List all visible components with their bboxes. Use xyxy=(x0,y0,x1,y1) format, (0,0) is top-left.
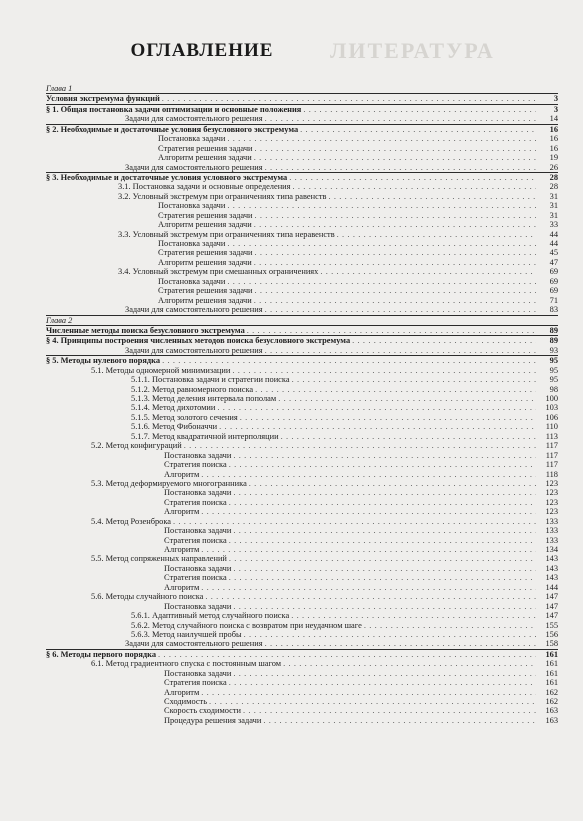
toc-entry xyxy=(46,305,558,314)
toc-entry-title: Алгоритм решения задачи xyxy=(158,257,252,267)
dot-leader xyxy=(293,182,536,191)
toc-entry xyxy=(46,659,558,668)
toc-entry-page: 123 xyxy=(545,488,558,498)
toc-entry-page: 31 xyxy=(549,201,558,211)
toc-entry-title: Задачи для самостоятельного решения xyxy=(125,162,263,172)
dot-leader xyxy=(265,639,536,648)
toc-entry-title: 5.1. Методы одномерной минимизации xyxy=(91,365,231,375)
toc-entry-title: 5.6.3. Метод наилучшей пробы xyxy=(131,629,242,639)
toc-entry-page: 69 xyxy=(549,276,558,286)
toc-entry-title: Алгоритм решения задачи xyxy=(158,295,252,305)
dot-leader xyxy=(291,611,536,620)
toc-entry-page: 162 xyxy=(545,697,558,706)
toc-entry-page: 16 xyxy=(549,134,558,144)
toc-entry-title: Стратегия решения задачи xyxy=(158,286,253,296)
toc-entry xyxy=(46,650,558,659)
toc-entry-title: § 5. Методы нулевого порядка xyxy=(46,356,161,366)
dot-leader xyxy=(255,144,536,153)
toc-entry-page: 95 xyxy=(549,375,558,385)
toc-entry-page: 93 xyxy=(549,345,558,355)
dot-leader xyxy=(227,239,536,248)
toc-entry-title: Глава 2 xyxy=(46,315,73,325)
toc-entry-title: Постановка задачи xyxy=(164,450,232,460)
toc-entry-title: 5.1.5. Метод золотого сечения xyxy=(131,412,238,422)
toc-entry-page: 19 xyxy=(549,153,558,163)
toc-entry-page: 163 xyxy=(545,715,558,725)
toc-entry xyxy=(46,611,558,620)
toc-entry-title: § 3. Необходимые и достаточные условия условного экстремума xyxy=(46,172,288,182)
toc-entry-page: 44 xyxy=(549,239,558,248)
dot-leader xyxy=(364,621,536,630)
toc-entry-page: 110 xyxy=(545,422,558,432)
toc-entry xyxy=(46,336,558,345)
toc-entry-page: 16 xyxy=(549,143,558,153)
dot-leader xyxy=(265,114,536,123)
toc-entry xyxy=(46,498,558,507)
dot-leader xyxy=(254,220,536,229)
toc-entry xyxy=(46,678,558,687)
page-title: ОГЛАВЛЕНИЕ xyxy=(130,40,274,61)
toc-entry xyxy=(46,94,558,103)
toc-entry-page: 117 xyxy=(545,460,558,470)
toc-entry-title: 3.4. Условный экстремум при смешанных ограничениях xyxy=(118,267,319,277)
toc-entry xyxy=(46,716,558,725)
toc-entry xyxy=(46,592,558,601)
toc-entry-title: § 1. Общая постановка задачи оптимизации и основные положения xyxy=(46,104,302,114)
dot-leader xyxy=(352,336,536,345)
dot-leader xyxy=(229,460,536,469)
toc-entry-page: 123 xyxy=(545,478,558,488)
dot-leader xyxy=(201,507,536,516)
toc-entry xyxy=(46,432,558,441)
toc-entry-page: 162 xyxy=(545,687,558,697)
toc-entry-page: 95 xyxy=(549,356,558,366)
toc-entry xyxy=(46,125,558,134)
toc-entry-page: 134 xyxy=(545,545,558,554)
toc-entry-title: Стратегия решения задачи xyxy=(158,248,253,258)
toc-entry xyxy=(46,669,558,678)
toc-entry-title: Задачи для самостоятельного решения xyxy=(125,639,263,649)
toc-entry xyxy=(46,488,558,497)
toc-entry-page: 45 xyxy=(549,248,558,258)
toc-entry xyxy=(46,114,558,123)
toc-entry-title: Алгоритм xyxy=(164,469,200,479)
toc-entry xyxy=(46,697,558,706)
toc-entry xyxy=(46,394,558,403)
toc-entry-title: § 2. Необходимые и достаточные условия безусловного экстремума xyxy=(46,124,299,134)
toc-entry xyxy=(46,441,558,450)
toc-entry-title: Алгоритм xyxy=(164,687,200,697)
toc-entry-page: 123 xyxy=(545,507,558,517)
toc-entry xyxy=(46,545,558,554)
toc-entry xyxy=(46,630,558,639)
dot-leader xyxy=(254,296,536,305)
toc-entry xyxy=(46,277,558,286)
toc-entry-title: Скорость сходимости xyxy=(164,706,242,716)
toc-entry xyxy=(46,688,558,697)
toc-entry xyxy=(46,153,558,162)
dot-leader xyxy=(201,470,536,479)
toc-entry-page: 3 xyxy=(553,104,558,114)
dot-leader xyxy=(255,211,536,220)
chapter-label xyxy=(46,84,558,93)
toc-entry-page: 44 xyxy=(549,229,558,239)
toc-entry xyxy=(46,517,558,526)
toc-entry-page: 3 xyxy=(553,94,558,104)
dot-leader xyxy=(265,346,536,355)
dot-leader xyxy=(232,366,536,375)
dot-leader xyxy=(328,192,536,201)
toc-entry-title: Постановка задачи xyxy=(164,563,232,573)
dot-leader xyxy=(337,230,536,239)
toc-entry xyxy=(46,366,558,375)
dot-leader xyxy=(233,488,536,497)
toc-entry-page: 155 xyxy=(545,620,558,630)
toc-entry-page: 33 xyxy=(549,220,558,230)
toc-entry xyxy=(46,239,558,248)
toc-entry-title: Алгоритм xyxy=(164,507,200,517)
toc-entry xyxy=(46,403,558,412)
toc-entry-title: Задачи для самостоятельного решения xyxy=(125,305,263,315)
toc-entry xyxy=(46,356,558,365)
dot-leader xyxy=(240,413,536,422)
toc-entry-title: Алгоритм решения задачи xyxy=(158,153,252,163)
toc-entry-page: 161 xyxy=(545,678,558,688)
dot-leader xyxy=(233,451,536,460)
toc-entry xyxy=(46,470,558,479)
toc-entry-title: Стратегия поиска xyxy=(164,573,227,583)
dot-leader xyxy=(201,688,536,697)
toc-entry-page: 158 xyxy=(545,639,558,649)
toc-entry-page: 143 xyxy=(545,563,558,573)
toc-entry xyxy=(46,326,558,335)
toc-entry-page: 31 xyxy=(549,210,558,220)
dot-leader xyxy=(265,163,536,172)
toc-entry-title: Алгоритм xyxy=(164,545,200,554)
toc-entry xyxy=(46,173,558,182)
toc-entry-title: 5.1.2. Метод равномерного поиска xyxy=(131,384,254,394)
toc-entry-page: 161 xyxy=(545,659,558,669)
toc-entry xyxy=(46,211,558,220)
chapter-label xyxy=(46,316,558,325)
toc-entry-title: 5.1.7. Метод квадратичной интерполяции xyxy=(131,431,279,441)
toc-entry xyxy=(46,583,558,592)
toc-entry-page: 161 xyxy=(545,649,558,659)
toc-entry-title: 5.4. Метод Розенброка xyxy=(91,516,171,526)
toc-entry-title: 3.2. Условный экстремум при ограничениях типа равенств xyxy=(118,191,327,201)
toc-entry xyxy=(46,422,558,431)
dot-leader xyxy=(255,248,536,257)
dot-leader xyxy=(209,697,536,706)
toc-entry-title: 5.1.4. Метод дихотомии xyxy=(131,403,216,413)
dot-leader xyxy=(219,422,536,431)
toc-entry xyxy=(46,134,558,143)
toc-entry-title: Стратегия поиска xyxy=(164,678,227,688)
toc-entry-page: 163 xyxy=(545,706,558,716)
dot-leader xyxy=(173,517,536,526)
toc-entry-page: 89 xyxy=(549,336,558,346)
toc-entry-page: 143 xyxy=(545,573,558,583)
toc-entry-title: Стратегия решения задачи xyxy=(158,143,253,153)
toc-entry-page: 98 xyxy=(549,384,558,394)
toc-entry xyxy=(46,536,558,545)
dot-leader xyxy=(243,706,536,715)
toc-entry-page: 47 xyxy=(549,257,558,267)
toc-entry-title: 5.6.2. Метод случайного поиска с возвратом при неудачном шаге xyxy=(131,620,362,630)
toc-entry-title: Задачи для самостоятельного решения xyxy=(125,114,263,124)
toc-entry-title: 3.3. Условный экстремум при ограничениях типа неравенств xyxy=(118,229,335,239)
toc-entry-title: Условия экстремума функций xyxy=(46,94,160,104)
toc-entry-title: 5.2. Метод конфигураций xyxy=(91,441,182,451)
dot-leader xyxy=(229,573,536,582)
dot-leader xyxy=(158,650,536,659)
toc-entry-title: Постановка задачи xyxy=(158,134,226,144)
toc-entry xyxy=(46,230,558,239)
toc-entry-title: 3.1. Постановка задачи и основные определения xyxy=(118,182,291,192)
toc-entry-page: 113 xyxy=(545,431,558,441)
toc-entry xyxy=(46,192,558,201)
toc-entry-page: 71 xyxy=(549,295,558,305)
dot-leader xyxy=(303,105,536,114)
dot-leader xyxy=(233,602,536,611)
toc-entry-page: 26 xyxy=(549,162,558,172)
toc-entry xyxy=(46,573,558,582)
toc-entry-title: Стратегия поиска xyxy=(164,460,227,470)
toc-entry xyxy=(46,564,558,573)
toc-entry-title: 6.1. Метод градиентного спуска с постоянным шагом xyxy=(91,659,282,669)
toc-entry-page: 147 xyxy=(545,592,558,602)
toc-entry-page: 133 xyxy=(545,535,558,545)
toc-entry xyxy=(46,507,558,516)
dot-leader xyxy=(265,305,536,314)
toc-entry-title: Численные методы поиска безусловного экстремума xyxy=(46,325,245,335)
toc-entry-page: 100 xyxy=(545,394,558,403)
toc-entry xyxy=(46,286,558,295)
toc-entry-title: Постановка задачи xyxy=(164,488,232,498)
dot-leader xyxy=(229,498,536,507)
ghost-heading: ЛИТЕРАТУРА xyxy=(330,38,495,63)
toc-entry-page: 28 xyxy=(549,172,558,182)
toc-entry-title: 5.1.3. Метод деления интервала пополам xyxy=(131,394,277,403)
dot-leader xyxy=(320,267,536,276)
dot-leader xyxy=(300,125,536,134)
dot-leader xyxy=(217,403,536,412)
toc-entry-title: Постановка задачи xyxy=(158,276,226,286)
toc-entry xyxy=(46,182,558,191)
toc-entry-title: Задачи для самостоятельного решения xyxy=(125,345,263,355)
toc-entry-title: 5.6.1. Адаптивный метод случайного поиска xyxy=(131,611,290,621)
table-of-contents xyxy=(46,84,558,725)
toc-entry-title: Алгоритм решения задачи xyxy=(158,220,252,230)
toc-entry-page: 161 xyxy=(545,668,558,678)
dot-leader xyxy=(229,678,536,687)
toc-entry xyxy=(46,385,558,394)
dot-leader xyxy=(247,326,536,335)
toc-entry-title: § 4. Принципы построения численных методов поиска безусловного экстремума xyxy=(46,336,351,346)
toc-entry-title: 5.1.1. Постановка задачи и стратегии поиска xyxy=(131,375,290,385)
toc-entry-page: 147 xyxy=(545,601,558,611)
toc-entry-page: 95 xyxy=(549,365,558,375)
toc-entry xyxy=(46,413,558,422)
toc-entry-page: 31 xyxy=(549,191,558,201)
dot-leader xyxy=(254,258,536,267)
toc-entry-page: 106 xyxy=(545,412,558,422)
toc-entry-title: Стратегия поиска xyxy=(164,497,227,507)
dot-leader xyxy=(233,564,536,573)
toc-entry-title: Постановка задачи xyxy=(158,201,226,211)
toc-entry-page: 156 xyxy=(545,629,558,639)
toc-entry-title: 5.6. Методы случайного поиска xyxy=(91,592,204,602)
toc-entry-title: § 6. Методы первого порядка xyxy=(46,649,157,659)
dot-leader xyxy=(233,526,536,535)
toc-entry-page: 123 xyxy=(545,497,558,507)
dot-leader xyxy=(263,716,536,725)
toc-entry-title: Постановка задачи xyxy=(164,668,232,678)
toc-entry-page: 133 xyxy=(545,526,558,536)
dot-leader xyxy=(283,659,536,668)
dot-leader xyxy=(162,356,536,365)
toc-entry xyxy=(46,105,558,114)
dot-leader xyxy=(229,536,536,545)
toc-entry xyxy=(46,451,558,460)
toc-entry-page: 16 xyxy=(549,124,558,134)
toc-entry-page: 118 xyxy=(545,469,558,479)
toc-entry xyxy=(46,479,558,488)
toc-entry xyxy=(46,460,558,469)
toc-entry xyxy=(46,526,558,535)
toc-entry xyxy=(46,144,558,153)
dot-leader xyxy=(254,153,536,162)
dot-leader xyxy=(233,669,536,678)
toc-entry xyxy=(46,220,558,229)
dot-leader xyxy=(201,545,536,554)
toc-entry-title: Постановка задачи xyxy=(164,601,232,611)
dot-leader xyxy=(249,479,536,488)
toc-entry-title: 5.5. Метод сопряженных направлений xyxy=(91,554,227,564)
dot-leader xyxy=(227,201,536,210)
toc-entry-title: Стратегия решения задачи xyxy=(158,210,253,220)
toc-entry-page: 83 xyxy=(549,305,558,315)
dot-leader xyxy=(289,173,536,182)
dot-leader xyxy=(227,277,536,286)
toc-entry-page: 28 xyxy=(549,182,558,192)
toc-entry-page: 69 xyxy=(549,286,558,296)
dot-leader xyxy=(205,592,536,601)
toc-entry-page: 69 xyxy=(549,267,558,277)
toc-entry xyxy=(46,258,558,267)
toc-entry-page: 133 xyxy=(545,516,558,526)
toc-entry xyxy=(46,267,558,276)
dot-leader xyxy=(162,94,536,103)
toc-entry xyxy=(46,621,558,630)
toc-entry xyxy=(46,706,558,715)
dot-leader xyxy=(292,375,536,384)
toc-entry-title: Сходимость xyxy=(164,697,208,706)
toc-entry-page: 14 xyxy=(549,114,558,124)
toc-entry-title: Процедура решения задачи xyxy=(164,715,262,725)
toc-entry-page: 147 xyxy=(545,611,558,621)
toc-entry-page: 117 xyxy=(545,441,558,451)
dot-leader xyxy=(281,432,536,441)
dot-leader xyxy=(278,394,536,403)
toc-entry xyxy=(46,201,558,210)
dot-leader xyxy=(255,286,536,295)
toc-entry-page: 89 xyxy=(549,325,558,335)
toc-entry-title: Постановка задачи xyxy=(164,526,232,536)
toc-entry-title: Глава 1 xyxy=(46,84,73,93)
dot-leader xyxy=(229,554,536,563)
toc-entry-title: 5.3. Метод деформируемого многогранника xyxy=(91,478,247,488)
toc-entry xyxy=(46,346,558,355)
toc-entry xyxy=(46,639,558,648)
toc-entry xyxy=(46,248,558,257)
dot-leader xyxy=(244,630,536,639)
dot-leader xyxy=(201,583,536,592)
toc-entry-title: Постановка задачи xyxy=(158,239,226,248)
toc-entry-title: Алгоритм xyxy=(164,582,200,592)
dot-leader xyxy=(255,385,536,394)
toc-entry xyxy=(46,602,558,611)
toc-entry xyxy=(46,554,558,563)
toc-entry-title: 5.1.6. Метод Фибоначчи xyxy=(131,422,218,432)
toc-entry xyxy=(46,296,558,305)
dot-leader xyxy=(227,134,536,143)
toc-entry-title: Стратегия поиска xyxy=(164,535,227,545)
toc-entry-page: 117 xyxy=(545,450,558,460)
toc-entry-page: 144 xyxy=(545,582,558,592)
toc-entry-page: 143 xyxy=(545,554,558,564)
toc-entry xyxy=(46,375,558,384)
dot-leader xyxy=(184,441,536,450)
toc-entry xyxy=(46,163,558,172)
toc-entry-page: 103 xyxy=(545,403,558,413)
